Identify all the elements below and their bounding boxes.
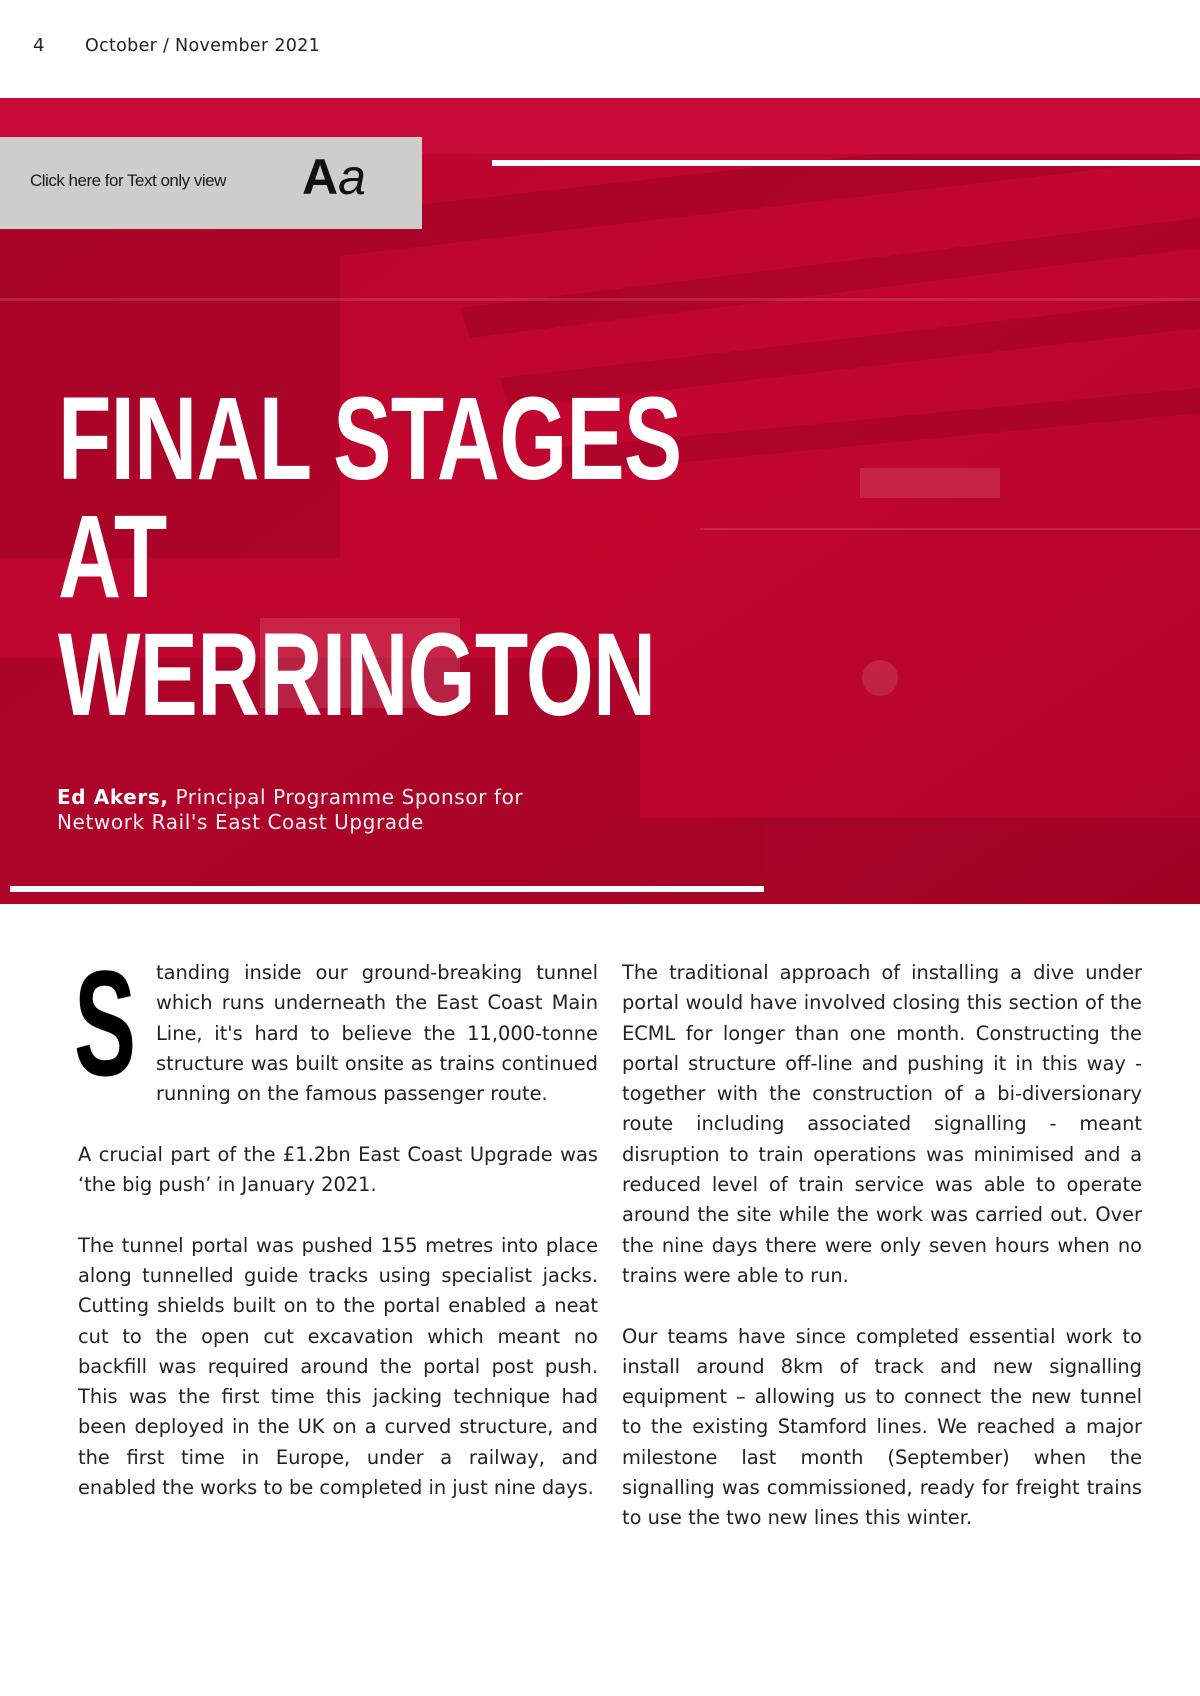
article-column-right [622, 958, 1142, 1564]
article-paragraph: The traditional approach of installing a dive under portal would have involved closing this section of the ECML for longer than one month. Constructing the portal structure off-line and pushing it in this way - together with the construction of a bi-diversionary route including associated signalling - meant disruption to train operations was minimised and a reduced level of train service was able to operate around the site while the work was carried out. Over the nine days there were only seven hours when no trains were able to run. [622, 961, 1142, 1287]
decorative-rule-bottom [10, 886, 764, 892]
article-paragraph [74, 939, 598, 1109]
text-only-view-label: Click here for Text only view [30, 171, 226, 190]
article-paragraph: A crucial part of the £1.2bn East Coast Upgrade was ‘the big push’ in January 2021. [78, 1142, 598, 1197]
byline-author: Ed Akers, [57, 785, 169, 809]
article-paragraph: Our teams have since completed essential work to install around 8km of track and new signalling equipment – allowing us to connect the new tunnel to the existing Stamford lines. We reached a major milestone last month (September) when the signalling was commissioned, ready for freight trains to use the two new lines this winter. [622, 1324, 1142, 1530]
byline [57, 785, 577, 835]
paragraph-text: tanding inside our ground-breaking tunnel which runs underneath the East Coast Main Line, it's hard to believe the 11,000-tonne structure was built onsite as trains continued running on the famous passenger route. [156, 961, 598, 1106]
drop-cap: S [74, 939, 137, 1107]
issue-date: October / November 2021 [85, 36, 321, 56]
page-number: 4 [33, 35, 45, 56]
decorative-rule-top [492, 160, 1200, 166]
article-body [0, 904, 1200, 1696]
article-column-left [74, 939, 598, 1534]
hero-banner [0, 98, 1200, 904]
text-size-icon: Aa [302, 149, 366, 205]
text-only-view-button[interactable] [0, 137, 422, 229]
byline-role: Principal Programme Sponsor for Network Rail's East Coast Upgrade [57, 785, 524, 834]
page-header [0, 0, 1200, 98]
article-title: FINAL STAGES AT WERRINGTON [58, 373, 682, 741]
article-paragraph: The tunnel portal was pushed 155 metres into place along tunnelled guide tracks using specialist jacks. Cutting shields built on to the portal enabled a neat cut to the open cut excavation which meant no backfill was required around the portal post push. This was the first time this jacking technique had been deployed in the UK on a curved structure, and the first time in Europe, under a railway, and enabled the works to be completed in just nine days. [78, 1233, 598, 1500]
